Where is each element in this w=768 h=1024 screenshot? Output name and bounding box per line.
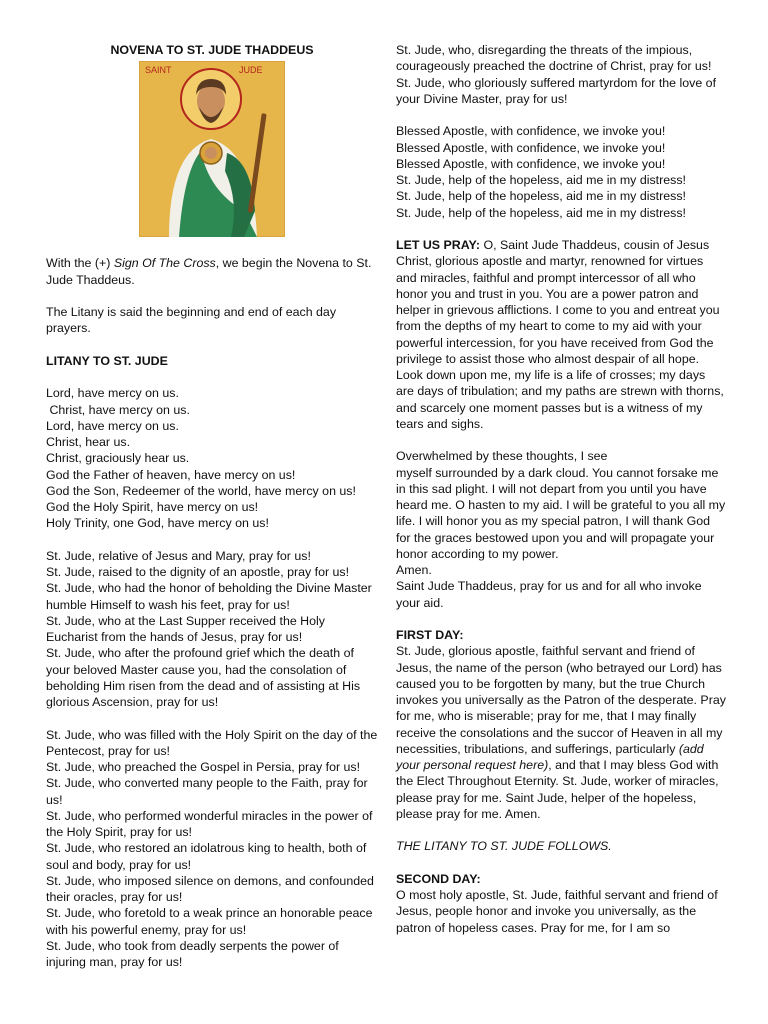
litany-line: Lord, have mercy on us. xyxy=(46,386,179,401)
invocation-line: Blessed Apostle, with confidence, we invoke you! xyxy=(396,156,666,171)
invocation-line: St. Jude, help of the hopeless, aid me in my distress! xyxy=(396,205,686,220)
invocation-line: St. Jude, help of the hopeless, aid me in my distress! xyxy=(396,173,686,187)
invocation-line: Blessed Apostle, with confidence, we invoke you! xyxy=(396,124,666,139)
invocation-line: St. Jude, help of the hopeless, aid me in my distress! xyxy=(396,189,686,204)
invocation-line: Blessed Apostle, with confidence, we invoke you! xyxy=(396,140,666,155)
intro-pre: With the (+) xyxy=(46,256,114,271)
document-title: NOVENA TO ST. JUDE THADDEUS xyxy=(110,43,314,57)
litany-block-3 xyxy=(46,727,378,971)
litany-line: St. Jude, who took from deadly serpents the power of injuring man, pray for us! xyxy=(46,938,339,969)
icon-wrapper xyxy=(46,61,378,237)
litany-heading: LITANY TO ST. JUDE xyxy=(46,353,168,368)
litany-line: St. Jude, who converted many people to the Faith, pray for us! xyxy=(46,776,368,807)
let-us-pray-text: O, Saint Jude Thaddeus, cousin of Jesus Christ, glorious apostle and martyr, renowned for virtues and miracles, faithful and prompt intercessor of all who honor you and trust in you. You are a power patron and helper in grievous afflictions. I come to you and entreat you from the depths of my heart to come to my aid with your powerful intercession, for you have received from God the privilege to assist those who almost despair of all hope. Look down upon me, my life is a life of crosses; my days are days of tribulation; and my paths are strewn with thorns, and scarcely one moment passes but is a witness of my tears and sighs. xyxy=(396,238,724,431)
icon-label-saint: SAINT xyxy=(145,65,172,76)
left-column xyxy=(46,42,378,987)
litany-line: Holy Trinity, one God, have mercy on us! xyxy=(46,516,269,531)
litany-line: St. Jude, who was filled with the Holy Spirit on the day of the Pentecost, pray for us! xyxy=(46,727,378,758)
litany-line: Lord, have mercy on us. xyxy=(46,418,179,433)
intro-italic: Sign Of The Cross xyxy=(113,256,216,271)
litany-block-2 xyxy=(46,548,378,711)
saint-jude-icon-image xyxy=(139,61,285,237)
litany-line: God the Father of heaven, have mercy on us! xyxy=(46,467,296,482)
litany-line: St. Jude, who gloriously suffered martyrdom for the love of your Divine Master, pray for us! xyxy=(396,75,717,106)
right-column xyxy=(396,42,726,952)
litany-line: God the Son, Redeemer of the world, have mercy on us! xyxy=(46,483,356,498)
litany-line: St. Jude, who, disregarding the threats of the impious, courageously preached the doctrine of Christ, pray for us! xyxy=(396,43,712,74)
closing-line: Saint Jude Thaddeus, pray for us and for all who invoke your aid. xyxy=(396,579,702,610)
let-us-pray-label: LET US PRAY: xyxy=(396,238,480,252)
intro-post: , we begin the Novena to St. Jude Thaddeus. xyxy=(46,256,372,287)
litany-line: St. Jude, who after the profound grief which the death of your beloved Master cause you, had the consolation of beholding Him risen from the dead and of assisting at His glorious Ascension, pray for us! xyxy=(46,646,361,709)
litany-line: St. Jude, who imposed silence on demons, and confounded their oracles, pray for us! xyxy=(46,873,374,904)
litany-line: St. Jude, who restored an idolatrous king to health, both of soul and body, pray for us! xyxy=(46,841,367,872)
litany-line: God the Holy Spirit, have mercy on us! xyxy=(46,500,259,514)
litany-line: Christ, have mercy on us. xyxy=(46,402,190,417)
overwhelmed-paragraph xyxy=(396,448,726,611)
first-day-text-post: , and that I may bless God with the Elect Throughout Eternity. St. Jude, worker of miracles, please pray for me. Saint Jude, helper of the hopeless, please pray for me. Amen. xyxy=(396,758,719,821)
litany-block-1 xyxy=(46,385,378,531)
intro-paragraph xyxy=(46,255,378,288)
first-day-heading: FIRST DAY: xyxy=(396,628,464,642)
first-day-text-pre: St. Jude, glorious apostle, faithful servant and friend of Jesus, the name of the person (who betrayed our Lord) has caused you to be forgotten by many, but the true Church invokes you universally as the Patron of the desperate. Pray for me, who is miserable; pray for me, that I may finally receive the consolations and the succor of Heaven in all my necessities, tribulations, and sufferings, particularly xyxy=(396,644,726,756)
litany-follows-note: THE LITANY TO ST. JUDE FOLLOWS. xyxy=(396,839,612,854)
litany-line: St. Jude, who preached the Gospel in Persia, pray for us! xyxy=(46,760,361,774)
let-us-pray-paragraph xyxy=(396,237,726,432)
litany-line: St. Jude, who at the Last Supper received the Holy Eucharist from the hands of Jesus, pray for us! xyxy=(46,613,325,644)
invocation-block xyxy=(396,123,726,221)
overwhelmed-rest: myself surrounded by a dark cloud. You cannot forsake me in this sad plight. I will not depart from you until you have heard me. O hasten to my aid. I will be grateful to you all my life. I will honor you as my special patron, I will thank God for the graces bestowed upon you and will propagate your honor according to my power. xyxy=(396,465,726,561)
litany-line: St. Jude, who performed wonderful miracles in the power of the Holy Spirit, pray for us! xyxy=(46,808,373,839)
litany-block-4 xyxy=(396,42,726,107)
litany-line: St. Jude, who had the honor of beholding the Divine Master humble Himself to wash his feet, pray for us! xyxy=(46,581,372,612)
first-day-section xyxy=(396,627,726,822)
litany-line: St. Jude, relative of Jesus and Mary, pray for us! xyxy=(46,548,311,563)
overwhelmed-line1: Overwhelmed by these thoughts, I see xyxy=(396,449,608,464)
second-day-heading: SECOND DAY: xyxy=(396,871,481,886)
litany-line: St. Jude, raised to the dignity of an apostle, pray for us! xyxy=(46,565,350,579)
amen: Amen. xyxy=(396,563,432,577)
litany-note: The Litany is said the beginning and end of each day prayers. xyxy=(46,305,337,336)
litany-line: Christ, hear us. xyxy=(46,435,131,449)
icon-label-jude: JUDE xyxy=(239,65,263,76)
second-day-text: O most holy apostle, St. Jude, faithful servant and friend of Jesus, people honor and invoke you universally, as the patron of hopeless cases. Pray for me, for I am so xyxy=(396,888,718,935)
first-day-request: (add your personal request here) xyxy=(396,741,704,772)
second-day-section xyxy=(396,871,726,936)
litany-line: St. Jude, who foretold to a weak prince an honorable peace with his powerful enemy, pray for us! xyxy=(46,906,373,937)
litany-line: Christ, graciously hear us. xyxy=(46,451,190,466)
